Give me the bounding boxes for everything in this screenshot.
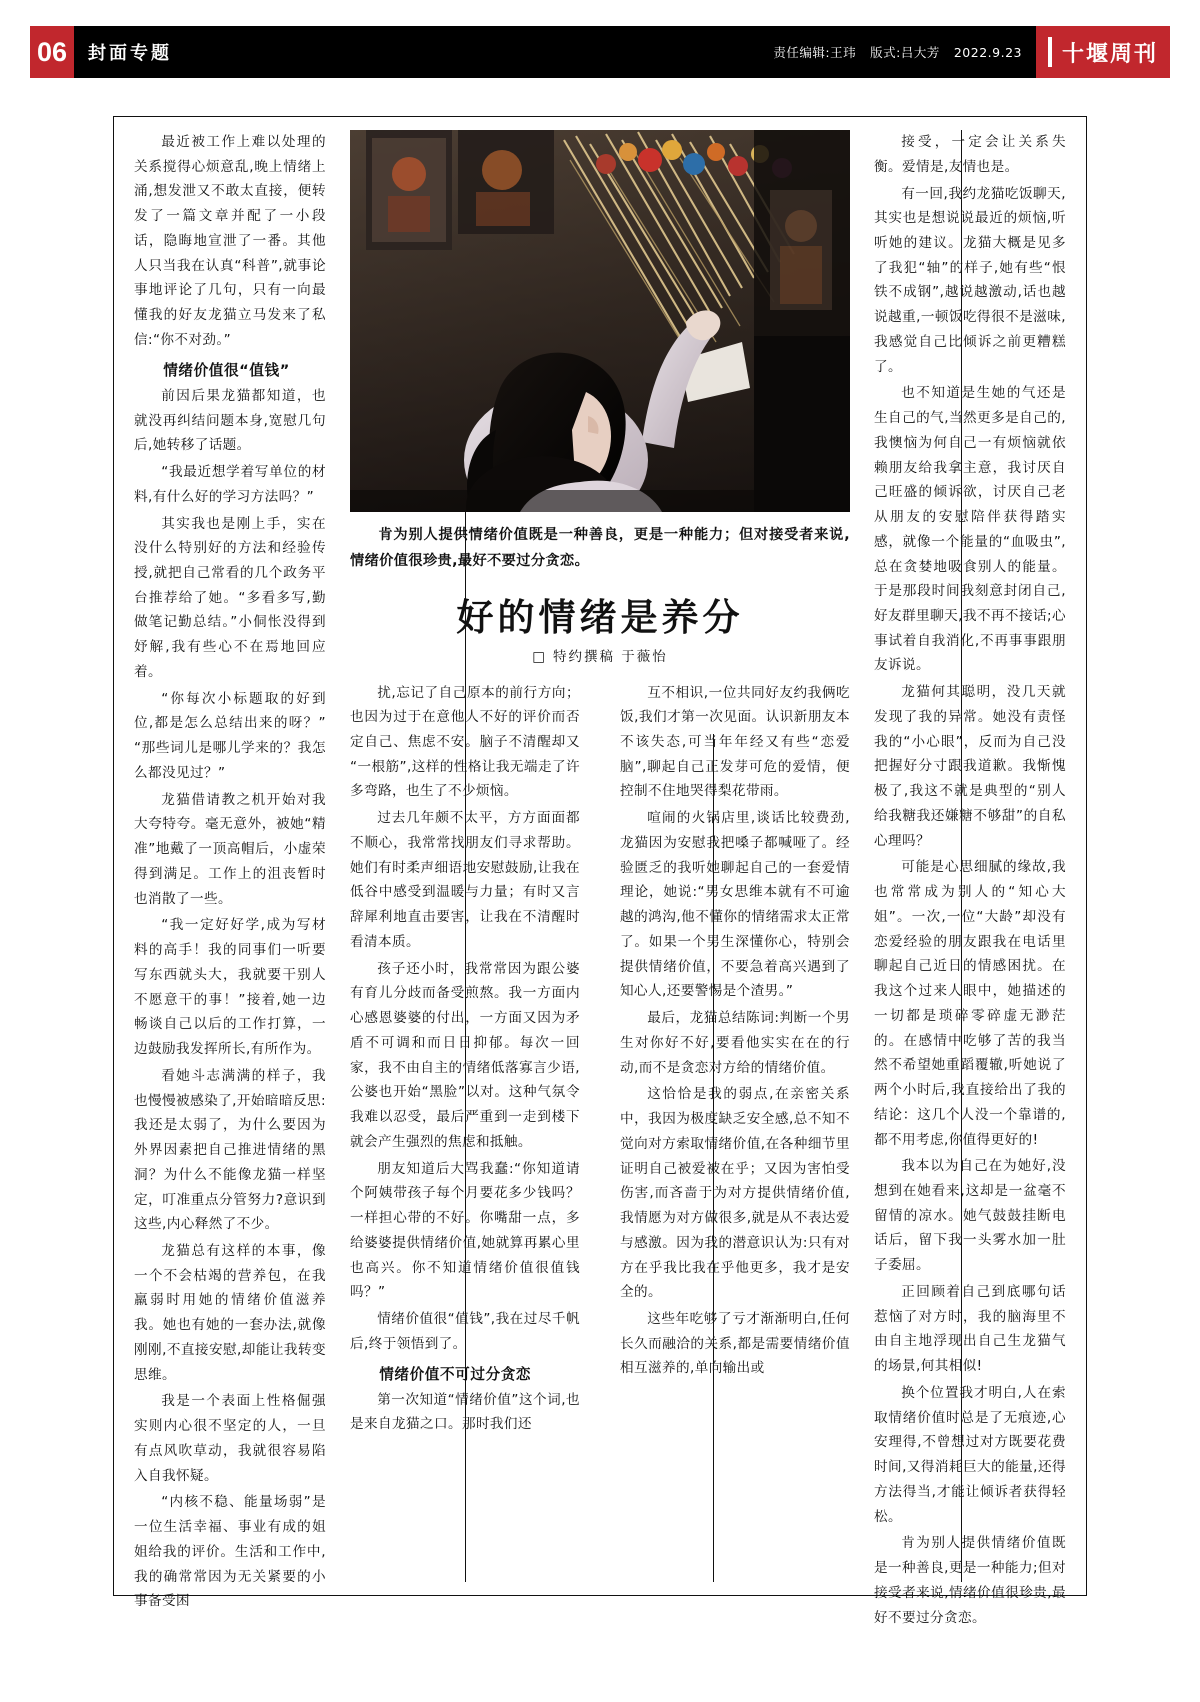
editor-credit: 责任编辑:王玮: [773, 45, 857, 60]
paragraph: 有一回,我约龙猫吃饭聊天,其实也是想说说最近的烦恼,听听她的建议。龙猫大概是见多了我犯“轴”的样子,她有些“恨铁不成钢”,越说越激动,话也越说越重,一顿饭吃得很不是滋味,我感觉自己比倾诉之前更糟糕了。: [874, 185, 1066, 375]
paragraph: 孩子还小时，我常常因为跟公婆有育儿分歧而备受煎熬。我一方面内心感恩婆婆的付出，一方面又因为矛盾不可调和而日日抑郁。每次一回家，我不由自主的情绪低落寡言少语,公婆也开始“黑脸”以对。这种气氛令我难以忍受，最后严重到一走到楼下就会产生强烈的焦虑和抵触。: [350, 960, 580, 1150]
byline-text: 特约撰稿 于薇怡: [552, 648, 668, 665]
issue-date: 2022.9.23: [953, 44, 1022, 60]
column-right: [856, 130, 1074, 1626]
section-title: 封面专题: [88, 43, 172, 64]
paragraph: 我本以为自己在为她好,没想到在她看来,这却是一盆毫不留情的凉水。她气鼓鼓挂断电话后，留下我一头雾水加一肚子委屈。: [874, 1158, 1066, 1274]
paragraph: 过去几年颇不太平，方方面面都不顺心，我常常找朋友们寻求帮助。她们有时柔声细语地安慰鼓励,让我在低谷中感受到温暖与力量；有时又言辞犀利地直击要害，让我在不清醒时看清本质。: [350, 810, 580, 950]
masthead-left: [30, 26, 184, 78]
masthead-rule: [184, 26, 759, 78]
paragraph: 喧闹的火锅店里,谈话比较费劲,龙猫因为安慰我把嗓子都喊哑了。经验匮乏的我听她聊起自己的一套爱情理论，她说:“男女思维本就有不可逾越的鸿沟,他不懂你的情绪需求太正常了。如果一个男生深懂你心，特别会提供情绪价值，不要急着高兴遇到了知心人,还要警惕是个渣男。”: [620, 810, 850, 1000]
paragraph: 其实我也是刚上手，实在没什么特别好的方法和经验传授,就把自己常看的几个政务平台推荐给了她。“多看多写,勤做笔记勤总结。”小侗怅没得到妤解,我有些心不在焉地回应着。: [134, 515, 326, 680]
paragraph: 龙猫借请教之机开始对我大夸特夸。毫无意外，被她“精准”地戴了一顶高帽后，小虚荣得到满足。工作上的沮丧暂时也消散了一些。: [134, 791, 326, 907]
paragraph: “我一定好好学,成为写材料的高手！我的同事们一听要写东西就头大，我就要干别人不愿意干的事！”接着,她一边畅谈自己以后的工作打算，一边鼓励我发挥所长,有所作为。: [134, 917, 326, 1058]
paragraph: 朋友知道后大骂我蠢:“你知道请个阿姨带孩子每个月要花多少钱吗？一样担心带的不好。你嘴甜一点，多给婆婆提供情绪价值,她就算再累心里也高兴。你不知道情绪价值很值钱吗？”: [350, 1160, 580, 1301]
masthead: [30, 26, 1170, 78]
paragraph: 我是一个表面上性格倔强实则内心很不坚定的人，一旦有点风吹草动，我就很容易陷入自我怀疑。: [134, 1393, 326, 1484]
paragraph: 情绪价值很“值钱”,我在过尽千帆后,终于领悟到了。: [350, 1311, 580, 1352]
paragraph: 第一次知道“情绪价值”这个词,也是来自龙猫之口。那时我们还: [350, 1391, 580, 1433]
photo-illustration: [350, 130, 850, 512]
paragraph: 看她斗志满满的样子，我也慢慢被感染了,开始暗暗反思:我还是太弱了，为什么要因为外界因素把自己推进情绪的黑洞？为什么不能像龙猫一样坚定，叮准重点分管努力?意识到这些,内心释然了不少。: [134, 1067, 326, 1233]
paragraph: 接受，一定会让关系失衡。爱情是,友情也是。: [874, 134, 1066, 175]
paragraph: 正回顾着自己到底哪句话惹恼了对方时，我的脑海里不由自主地浮现出自己生龙猫气的场景,何其相似!: [874, 1283, 1066, 1375]
paragraph: 扰,忘记了自己原本的前行方向；也因为过于在意他人不好的评价而否定自己、焦虑不安。脑子不清醒却又“一根筋”,这样的性格让我无端走了许多弯路，也生了不少烦恼。: [350, 684, 580, 800]
paragraph: “我最近想学着写单位的材料,有什么好的学习方法吗？”: [134, 464, 326, 505]
paragraph: “你每次小标题取的好到位,都是怎么总结出来的呀？”“那些词儿是哪儿学来的？我怎么都没见过？”: [134, 690, 326, 781]
article-deck: 肯为别人提供情绪价值既是一种善良，更是一种能力；但对接受者来说,情绪价值很珍贵,最好不要过分贪恋。: [350, 527, 850, 570]
paragraph: “内核不稳、能量场弱”是一位生活幸福、事业有成的姐姐给我的评价。生活和工作中,我的确常常因为无关紧要的小事备受困: [134, 1494, 326, 1610]
byline-mark-icon: □: [532, 648, 547, 665]
paragraph: 龙猫总有这样的本事，像一个不会枯竭的营养包，在我羸弱时用她的情绪价值滋养我。她也有她的一套办法,就像刚刚,不直接安慰,却能让我转变思维。: [134, 1243, 326, 1383]
paragraph: 这恰恰是我的弱点,在亲密关系中，我因为极度缺乏安全感,总不知不觉向对方索取情绪价值,在各种细节里证明自己被爱被在乎；又因为害怕受伤害,而吝啬于为对方提供情绪价值,我情愿为对方做很多,就是从不表达爱与感激。因为我的潜意识认为:只有对方在乎我比我在乎他更多，我才是安全的。: [620, 1086, 850, 1301]
article-headline: 好的情绪是养分: [456, 595, 744, 639]
paragraph: 最近被工作上难以处理的关系搅得心烦意乱,晚上情绪上涌,想发泄又不敢太直接，便转发了一篇文章并配了一小段话，隐晦地宣泄了一番。其他人只当我在认真“科普”,就事论事地评论了几句，只有一向最懂我的好友龙猫立马发来了私信:“你不对劲。”: [134, 134, 326, 348]
paragraph: 最后，龙猫总结陈词:判断一个男生对你好不好,要看他实实在在的行动,而不是贪恋对方给的情绪价值。: [620, 1010, 850, 1076]
middle-subcolumns: [350, 681, 850, 1440]
brand-divider-icon: [1048, 37, 1052, 67]
paragraph: 互不相识,一位共同好友约我俩吃饭,我们才第一次见面。认识新朋友本不该失态,可当年年经又有些“恋爱脑”,聊起自己正发芽可危的爱情，便控制不住地哭得梨花带雨。: [620, 684, 850, 800]
paragraph: 换个位置我才明白,人在索取情绪价值时总是了无痕迹,心安理得,不曾想过对方既要花费时间,又得消耗巨大的能量,还得方法得当,才能让倾诉者获得轻松。: [874, 1384, 1066, 1525]
paragraph: 龙猫何其聪明，没几天就发现了我的异常。她没有责怪我的“小心眼”，反而为自己没把握好分寸跟我道歉。我惭愧极了,我这不就是典型的“别人给我糖我还嫌糖不够甜”的自私心理吗？: [874, 684, 1066, 849]
paragraph: 可能是心思细腻的缘故,我也常常成为别人的“知心大姐”。一次,一位“大龄”却没有恋爱经验的朋友跟我在电话里聊起自己近日的情感困扰。在我这个过来人眼中，她描述的一切都是琐碎零碎虚无渺茫的。在感情中吃够了苦的我当然不希望她重蹈覆辙,听她说了两个小时后,我直接给出了我的结论：这几个人没一个靠谱的,都不用考虑,你值得更好的!: [874, 859, 1066, 1148]
column-middle-b: [600, 681, 850, 1440]
paragraph: 也不知道是生她的气还是生自己的气,当然更多是自己的,我懊恼为何自己一有烦恼就依赖朋友给我拿主意，我讨厌自己旺盛的倾诉欲，讨厌自己老从朋友的安慰陪伴获得踏实感，就像一个能量的“血吸虫”,总在贪婪地吸食别人的能量。于是那段时间我刻意封闭自己,好友群里聊天,我不再不接话;心事试着自我消化,不再事事跟朋友诉说。: [874, 385, 1066, 674]
paragraph: 这些年吃够了亏才渐渐明白,任何长久而融洽的关系,都是需要情绪价值相互滋养的,单向输出或: [620, 1311, 850, 1377]
brand-logo: [1036, 26, 1170, 78]
article-columns: [126, 130, 1074, 1626]
page-number: 06: [30, 26, 74, 78]
article-byline: [350, 645, 850, 665]
masthead-credits: [759, 26, 1036, 78]
article-photo: [350, 130, 850, 512]
paragraph: 肯为别人提供情绪价值既是一种善良,更是一种能力;但对接受者来说,情绪价值很珍贵,最好不要过分贪恋。: [874, 1535, 1066, 1626]
layout-credit: 版式:吕大芳: [870, 45, 940, 60]
column-middle: [344, 130, 856, 1582]
column-middle-a: [350, 681, 600, 1440]
brand-name: 十堰周刊: [1061, 41, 1158, 67]
subheading-do-not-crave: 情绪价值不可过分贪恋: [379, 1366, 532, 1384]
paragraph: 前因后果龙猫都知道，也就没再纠结问题本身,宽慰几句后,她转移了话题。: [134, 387, 326, 454]
subheading-emotional-value-worth: 情绪价值很“值钱”: [163, 362, 290, 380]
column-left: [126, 130, 344, 1610]
